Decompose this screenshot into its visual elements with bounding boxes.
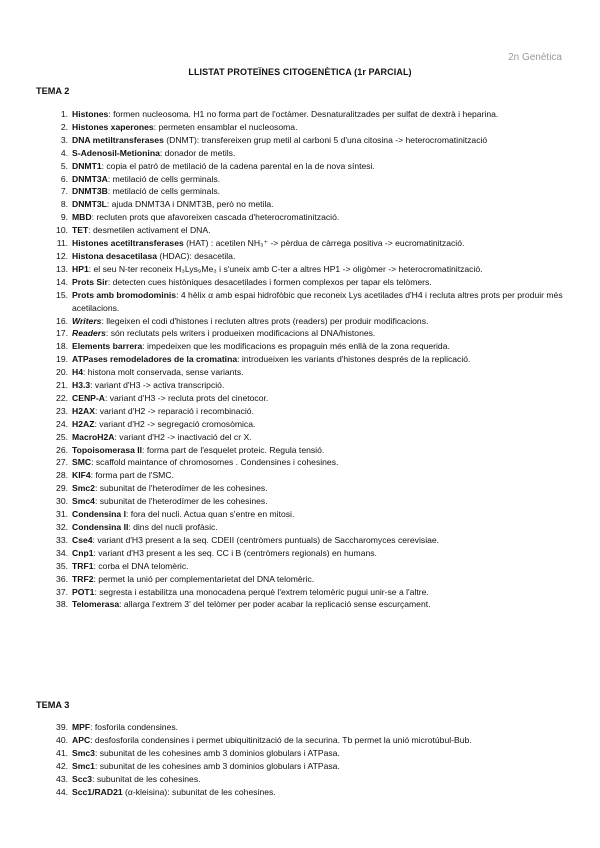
protein-description: : són reclutats pels writers i produeixen modificacions al DNA/histones. xyxy=(105,328,376,339)
section-heading-tema-3: TEMA 3 xyxy=(36,700,70,710)
protein-description: : variant d'H2 -> reparació i recombinació. xyxy=(94,405,254,416)
protein-name: H4 xyxy=(72,367,83,378)
list-item xyxy=(0,263,600,276)
list-item xyxy=(0,160,600,173)
list-item xyxy=(0,108,600,121)
list-item xyxy=(0,586,600,599)
list-item xyxy=(0,508,600,521)
list-item-number: 15. xyxy=(56,289,68,300)
list-item xyxy=(0,495,600,508)
list-item xyxy=(0,534,600,547)
list-item xyxy=(0,521,600,534)
list-item xyxy=(0,147,600,160)
protein-name: Prots Sir xyxy=(72,276,108,287)
protein-name: ATPases remodeladores de la cromatina xyxy=(72,354,238,365)
protein-description: : dins del nucli profàsic. xyxy=(128,522,218,532)
protein-name: CENP-A xyxy=(72,392,105,403)
list-item xyxy=(0,237,600,250)
course-label: 2n Genètica xyxy=(508,52,562,63)
protein-description: : fosforila condensines. xyxy=(90,722,179,732)
protein-name: APC xyxy=(72,734,91,745)
list-item xyxy=(0,747,600,760)
protein-description: : ajuda DNMT3A i DNMT3B, però no metila. xyxy=(106,199,274,210)
list-item xyxy=(0,289,600,315)
protein-description: : el seu N-ter reconeix H₃Lys₉Me₃ i s'uneix amb C-ter a altres HP1 -> oligòmer -> heterocromatinització. xyxy=(88,263,483,274)
protein-list-tema-2 xyxy=(0,108,600,611)
protein-name: H3.3 xyxy=(72,380,91,391)
protein-description: (α-kleisina): subunitat de les cohesines. xyxy=(122,786,276,797)
protein-name: DNMT1 xyxy=(72,160,102,171)
protein-description: : forma part de l'esquelet proteic. Regula tensió. xyxy=(142,444,325,455)
list-item-number: 20. xyxy=(56,367,68,378)
protein-description: (DNMT): transfereixen grup metil al carboni 5 d'una citosina -> heterocromatinització xyxy=(163,134,488,145)
protein-description: : corba el DNA telomèric. xyxy=(93,560,189,571)
protein-description: : subunitat de les cohesines. xyxy=(92,773,201,784)
list-item-number: 44. xyxy=(56,786,68,797)
protein-name: TRF2 xyxy=(72,573,94,584)
list-item xyxy=(0,198,600,211)
protein-name: H2AZ xyxy=(72,418,95,429)
protein-name: SMC xyxy=(72,457,92,468)
list-item xyxy=(0,276,600,289)
protein-name: Cnp1 xyxy=(72,547,94,558)
protein-description: : variant d'H2 -> inactivació del cr X. xyxy=(114,431,252,442)
protein-name: TET xyxy=(72,225,89,236)
protein-description: : donador de metils. xyxy=(159,147,236,158)
list-item-number: 23. xyxy=(56,405,68,416)
protein-name: Smc3 xyxy=(72,747,95,758)
list-item-number: 26. xyxy=(56,444,68,455)
protein-name: Readers xyxy=(72,328,106,339)
protein-description: : variant d'H3 -> activa transcripció. xyxy=(90,380,225,391)
list-item-number: 36. xyxy=(56,573,68,584)
list-item-number: 31. xyxy=(56,509,68,520)
list-item-number: 21. xyxy=(56,380,68,391)
list-item xyxy=(0,760,600,773)
list-item-number: 10. xyxy=(56,225,68,236)
protein-name: MacroH2A xyxy=(72,431,115,442)
protein-name: Prots amb bromodominis xyxy=(72,289,177,300)
protein-name: Cse4 xyxy=(72,534,93,545)
list-item-number: 25. xyxy=(56,431,68,442)
list-item xyxy=(0,547,600,560)
protein-name: Scc3 xyxy=(72,773,93,784)
protein-name: DNMT3L xyxy=(72,199,107,210)
protein-name: S-Adenosil-Metionina xyxy=(72,147,160,158)
list-item xyxy=(0,327,600,340)
protein-name: HP1 xyxy=(72,263,89,274)
list-item-number: 41. xyxy=(56,747,68,758)
list-item-number: 43. xyxy=(56,773,68,784)
list-item xyxy=(0,121,600,134)
list-item-number: 9. xyxy=(60,212,68,223)
list-item-number: 18. xyxy=(56,341,68,352)
list-item xyxy=(0,773,600,786)
list-item-number: 24. xyxy=(56,418,68,429)
list-item-number: 33. xyxy=(56,534,68,545)
protein-name: Telomerasa xyxy=(72,599,120,610)
protein-description: : recluten prots que afavoreixen cascada d'heterocromatinització. xyxy=(91,212,340,223)
protein-description: : forma part de l'SMC. xyxy=(90,470,174,481)
list-item-number: 29. xyxy=(56,483,68,494)
protein-description: : metilació de cells germinals. xyxy=(107,173,221,184)
list-item xyxy=(0,456,600,469)
list-item-number: 40. xyxy=(56,734,68,745)
protein-name: Smc4 xyxy=(72,496,95,507)
protein-description: : subunitat de l'heterodímer de les cohesines. xyxy=(94,496,268,507)
protein-name: Histones xyxy=(72,109,109,119)
protein-description: (HAT) : acetilen NH₃⁺ -> pèrdua de càrrega positiva -> eucromatinització. xyxy=(183,238,465,249)
list-item-number: 7. xyxy=(60,186,68,197)
list-item xyxy=(0,598,600,611)
list-item xyxy=(0,734,600,747)
list-item xyxy=(0,224,600,237)
list-item xyxy=(0,482,600,495)
list-item-number: 5. xyxy=(60,160,68,171)
protein-name: DNMT3A xyxy=(72,173,108,184)
protein-name: Scc1/RAD21 xyxy=(72,786,123,797)
list-item-number: 27. xyxy=(56,457,68,468)
list-item-number: 38. xyxy=(56,599,68,610)
section-heading-tema-2: TEMA 2 xyxy=(36,86,70,96)
protein-description: : segresta i estabilitza una monocadena perquè l'extrem telomèric pugui unir-se a l'altre. xyxy=(94,586,429,597)
list-item xyxy=(0,134,600,147)
list-item xyxy=(0,340,600,353)
list-item-number: 6. xyxy=(60,173,68,184)
protein-description: : impedeixen que les modificacions es propaguin més enllà de la zona requerida. xyxy=(142,341,450,352)
list-item-number: 8. xyxy=(60,199,68,210)
list-item-number: 16. xyxy=(56,315,68,326)
document-title: LLISTAT PROTEÏNES CITOGENÈTICA (1r PARCIAL) xyxy=(188,67,412,77)
list-item-number: 1. xyxy=(60,109,68,119)
protein-description: : permeten ensamblar el nucleosoma. xyxy=(153,121,298,132)
list-item-number: 30. xyxy=(56,496,68,507)
protein-description: : allarga l'extrem 3' del telòmer per poder acabar la replicació sense escurçament. xyxy=(119,599,431,610)
protein-description: : variant d'H3 present a les seq. CC i B (centròmers regionals) en humans. xyxy=(93,547,377,558)
list-item xyxy=(0,405,600,418)
protein-description: : histona molt conservada, sense variants. xyxy=(83,367,244,378)
protein-description: : introdueixen les variants d'histones després de la replicació. xyxy=(237,354,471,365)
list-item xyxy=(0,469,600,482)
list-item xyxy=(0,418,600,431)
protein-name: Histones acetiltransferases xyxy=(72,238,184,249)
protein-description: : subunitat de l'heterodímer de les cohesines. xyxy=(94,483,268,494)
protein-name: KIF4 xyxy=(72,470,91,481)
protein-name: Histona desacetilasa xyxy=(72,250,158,261)
protein-name: Topoisomerasa II xyxy=(72,444,143,455)
list-item-number: 39. xyxy=(56,722,68,732)
list-item xyxy=(0,250,600,263)
list-item xyxy=(0,379,600,392)
protein-description: : detecten cues històniques desacetilades i formen complexos per tapar els telòmers. xyxy=(107,276,432,287)
list-item-number: 11. xyxy=(56,238,68,249)
protein-description: (HDAC): desacetila. xyxy=(157,250,236,261)
protein-name: POT1 xyxy=(72,586,95,597)
list-item-number: 2. xyxy=(60,121,68,132)
list-item-number: 37. xyxy=(56,586,68,597)
protein-name: Smc2 xyxy=(72,483,95,494)
list-item xyxy=(0,185,600,198)
protein-description: : copia el patró de metilació de la cadena parental en la de nova síntesi. xyxy=(101,160,375,171)
protein-description: : variant d'H3 present a la seq. CDEII (centròmers puntuals) de Saccharomyces cerevisiae. xyxy=(92,534,440,545)
list-item-number: 35. xyxy=(56,560,68,571)
protein-description: : fora del nucli. Actua quan s'entre en mitosi. xyxy=(125,509,295,520)
list-item-number: 3. xyxy=(60,134,68,145)
protein-description: : metilació de cells germinals. xyxy=(107,186,221,197)
list-item xyxy=(0,721,600,734)
protein-name: H2AX xyxy=(72,405,95,416)
protein-description: : subunitat de les cohesines amb 3 dominios globulars i ATPasa. xyxy=(94,760,340,771)
protein-description: : scaffold maintance of chromosomes . Condensines i cohesines. xyxy=(91,457,339,468)
protein-description: : desfosforila condensines i permet ubiquitinització de la securina. Tb permet la unió microtúbul-Bub. xyxy=(90,734,472,745)
protein-description: : desmetilen activament el DNA. xyxy=(88,225,211,236)
protein-name: TRF1 xyxy=(72,560,94,571)
protein-name: Elements barrera xyxy=(72,341,143,352)
list-item-number: 14. xyxy=(56,276,68,287)
protein-name: MPF xyxy=(72,722,91,732)
protein-description: : variant d'H3 -> recluta prots del cinetocor. xyxy=(104,392,269,403)
list-item-number: 28. xyxy=(56,470,68,481)
list-item xyxy=(0,431,600,444)
list-item xyxy=(0,560,600,573)
list-item-number: 22. xyxy=(56,392,68,403)
protein-list-tema-3 xyxy=(0,721,600,798)
list-item-number: 19. xyxy=(56,354,68,365)
protein-description: : formen nucleosoma. H1 no forma part de l'octàmer. Desnaturalitzades per sulfat de dextrà i heparina. xyxy=(108,109,499,119)
list-item xyxy=(0,392,600,405)
protein-name: Writers xyxy=(72,315,102,326)
protein-description: : variant d'H2 -> segregació cromosòmica. xyxy=(94,418,256,429)
protein-description: : 4 hèlix α amb espai hidrofòbic que reconeix Lys acetilades d'H4 i recluta altres prots per produir més acetilacions. xyxy=(72,289,563,313)
list-item-number: 12. xyxy=(56,250,68,261)
list-item xyxy=(0,173,600,186)
protein-name: DNA metiltransferases xyxy=(72,134,164,145)
list-item xyxy=(0,211,600,224)
list-item xyxy=(0,786,600,799)
list-item-number: 13. xyxy=(56,263,68,274)
list-item-number: 34. xyxy=(56,547,68,558)
protein-name: Smc1 xyxy=(72,760,95,771)
list-item xyxy=(0,444,600,457)
list-item xyxy=(0,366,600,379)
list-item-number: 32. xyxy=(56,522,68,532)
protein-name: DNMT3B xyxy=(72,186,108,197)
list-item xyxy=(0,353,600,366)
protein-name: MBD xyxy=(72,212,92,223)
protein-description: : permet la unió per complementarietat del DNA telomèric. xyxy=(93,573,315,584)
list-item xyxy=(0,573,600,586)
list-item xyxy=(0,315,600,328)
list-item-number: 17. xyxy=(56,328,68,339)
protein-name: Histones xaperones xyxy=(72,121,154,132)
list-item-number: 4. xyxy=(60,147,68,158)
protein-description: : subunitat de les cohesines amb 3 dominios globulars i ATPasa. xyxy=(94,747,340,758)
list-item-number: 42. xyxy=(56,760,68,771)
protein-name: Condensina I xyxy=(72,509,126,520)
protein-description: : llegeixen el codi d'histones i recluten altres prots (readers) per produir modificacions. xyxy=(101,315,429,326)
protein-name: Condensina II xyxy=(72,522,129,532)
